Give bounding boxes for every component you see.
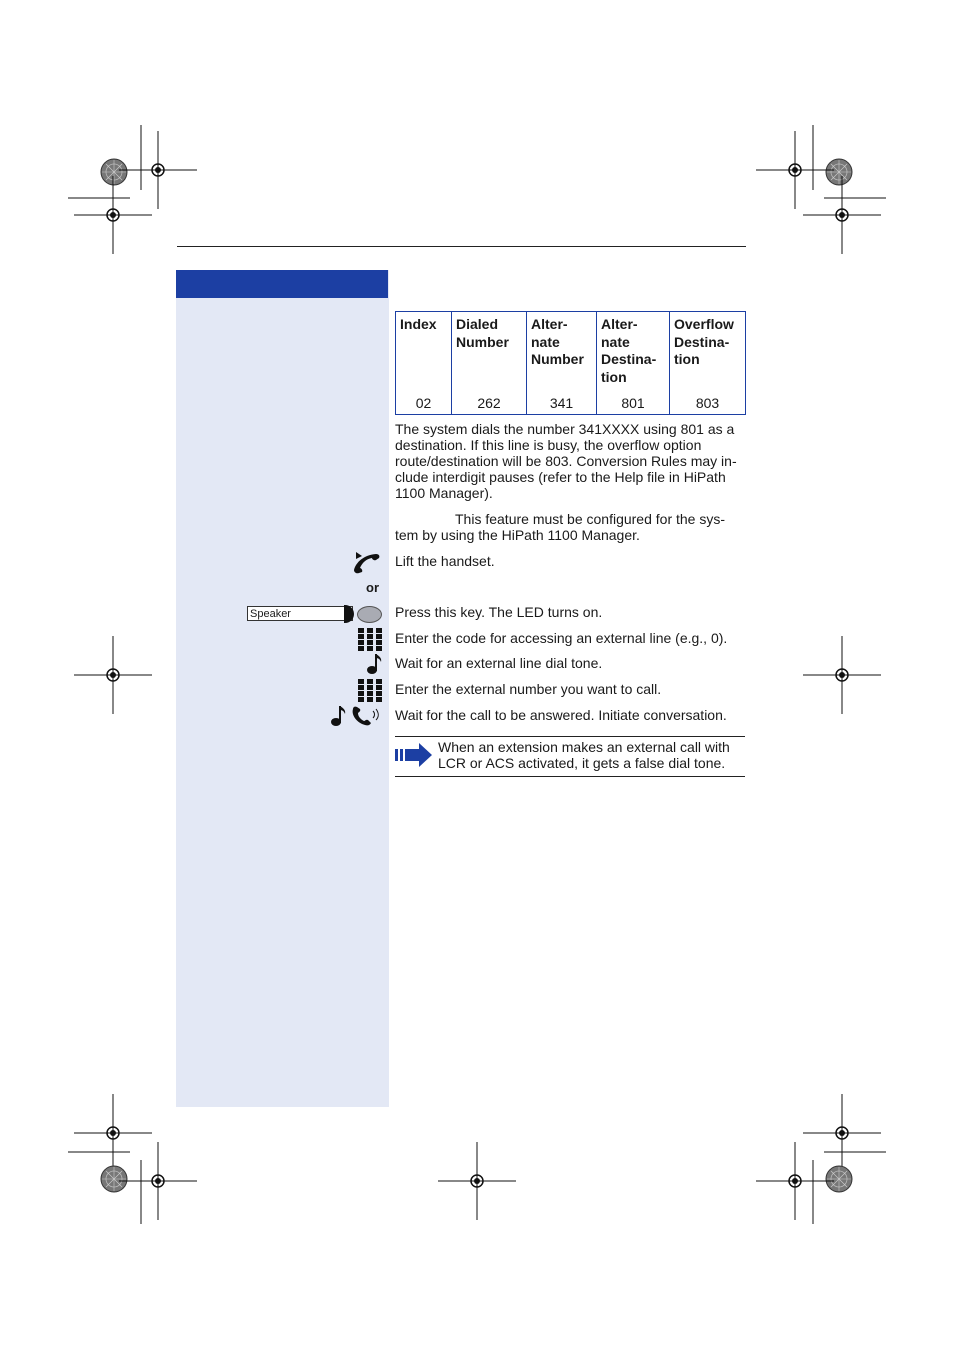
step-enter-code: Enter the code for accessing an external line (e.g., 0).	[395, 630, 728, 646]
note-top-rule	[395, 736, 745, 737]
or-separator: or	[366, 580, 379, 595]
call-answer-icon	[331, 705, 383, 727]
table-cell: 801	[597, 392, 670, 415]
column-header-overflow-destination: Overflow Destina- tion	[670, 312, 746, 393]
step-enter-number: Enter the external number you want to call.	[395, 681, 662, 697]
registration-mark-icon	[101, 1166, 127, 1192]
section-header-bar	[176, 270, 388, 298]
keypad-icon	[358, 628, 382, 652]
handset-icon	[350, 550, 382, 574]
table-header-row	[396, 312, 746, 393]
registration-mark-icon	[803, 176, 881, 254]
step-press-key: Press this key. The LED turns on.	[395, 604, 603, 620]
column-header-dialed-number: Dialed Number	[452, 312, 527, 393]
description-paragraph: The system dials the number 341XXXX using 801 as a destination. If this line is busy, the overflow option route/destination will be 803. Conversion Rules may in- clude interdigit pauses (refer to the Help file in HiPath 1100 Manager).	[395, 421, 737, 501]
registration-mark-icon	[74, 1094, 152, 1172]
column-header-alternate-destination: Alter- nate Destina- tion	[597, 312, 670, 393]
keypad-icon	[358, 679, 382, 703]
registration-mark-icon	[119, 131, 197, 209]
configuration-note: This feature must be configured for the sys- tem by using the HiPath 1100 Manager.	[395, 511, 726, 543]
registration-mark-icon	[756, 1142, 834, 1220]
registration-mark-icon	[74, 636, 152, 714]
registration-mark-icon	[826, 1166, 852, 1192]
registration-mark-icon	[803, 636, 881, 714]
step-wait-dial-tone: Wait for an external line dial tone.	[395, 655, 603, 671]
speaker-key-button[interactable]	[357, 606, 382, 623]
table-cell: 02	[396, 392, 452, 415]
registration-mark-icon	[826, 159, 852, 185]
registration-mark-icon	[74, 176, 152, 254]
table-cell: 803	[670, 392, 746, 415]
registration-mark-icon	[438, 1142, 516, 1220]
dial-tone-icon	[367, 653, 383, 675]
note-bottom-rule	[395, 776, 745, 777]
note-arrow-icon	[395, 743, 433, 767]
table-row	[396, 392, 746, 415]
table-cell: 262	[452, 392, 527, 415]
note-text: When an extension makes an external call with LCR or ACS activated, it gets a false dial tone.	[438, 739, 730, 771]
registration-mark-icon	[101, 159, 127, 185]
registration-mark-icon	[803, 1094, 881, 1172]
step-lift-handset: Lift the handset.	[395, 553, 495, 569]
column-header-index: Index	[396, 312, 452, 393]
speaker-key-label[interactable]: Speaker	[247, 606, 353, 621]
header-rule	[177, 246, 746, 247]
table-cell: 341	[527, 392, 597, 415]
registration-mark-icon	[756, 131, 834, 209]
column-header-alternate-number: Alter- nate Number	[527, 312, 597, 393]
lcr-table	[395, 311, 746, 415]
step-wait-answer: Wait for the call to be answered. Initiate conversation.	[395, 707, 727, 723]
registration-mark-icon	[119, 1142, 197, 1220]
